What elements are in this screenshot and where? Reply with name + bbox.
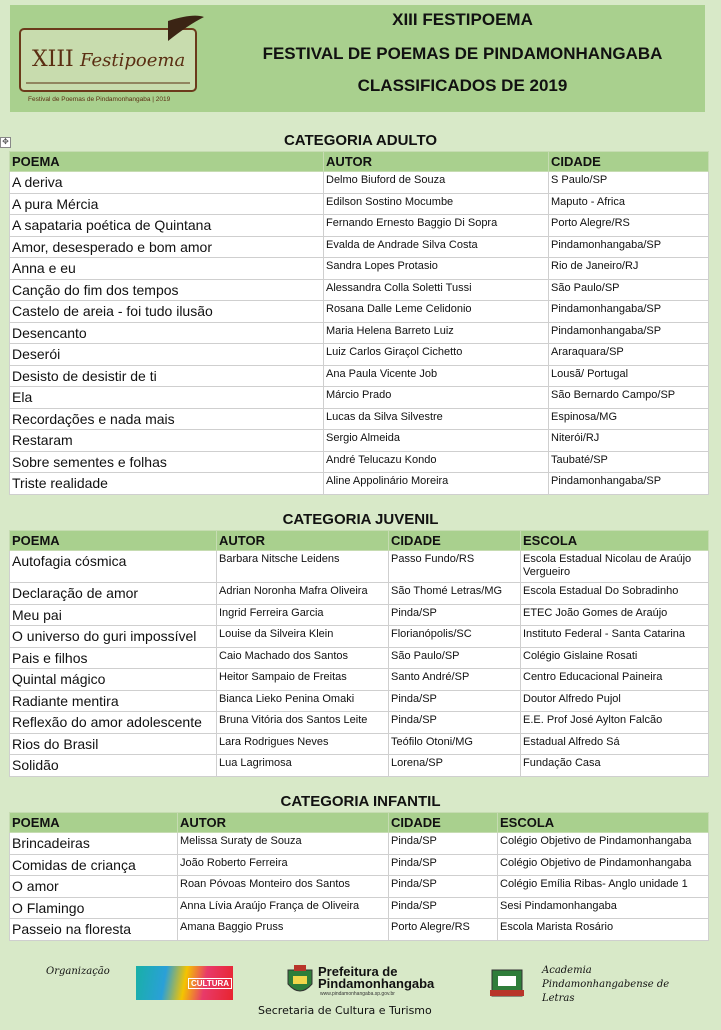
column-header: ESCOLA: [521, 531, 709, 551]
city-cell: Maputo - Africa: [549, 193, 709, 215]
city-cell: Niterói/RJ: [549, 430, 709, 452]
footer: [0, 958, 721, 1030]
table-row: [10, 854, 709, 876]
table-row: [10, 833, 709, 855]
column-header: ESCOLA: [498, 813, 709, 833]
city-cell: Pindamonhangaba/SP: [549, 236, 709, 258]
city-cell: Lorena/SP: [389, 755, 521, 777]
table-row: [10, 733, 709, 755]
svg-text:XIII: XIII: [32, 47, 74, 72]
table-row: [10, 451, 709, 473]
school-cell: Escola Estadual Do Sobradinho: [521, 583, 709, 605]
author-cell: Ana Paula Vicente Job: [324, 365, 549, 387]
column-header: AUTOR: [217, 531, 389, 551]
city-cell: Pinda/SP: [389, 604, 521, 626]
prefeitura-crest-icon: [284, 964, 316, 998]
school-cell: Sesi Pindamonhangaba: [498, 897, 709, 919]
poem-cell: O universo do guri impossível: [10, 626, 217, 648]
school-cell: ETEC João Gomes de Araújo: [521, 604, 709, 626]
city-cell: Teófilo Otoni/MG: [389, 733, 521, 755]
school-cell: Colégio Objetivo de Pindamonhangaba: [498, 854, 709, 876]
city-cell: Espinosa/MG: [549, 408, 709, 430]
poem-cell: Rios do Brasil: [10, 733, 217, 755]
author-cell: Barbara Nitsche Leidens: [217, 551, 389, 583]
table-row: [10, 551, 709, 583]
city-cell: Porto Alegre/RS: [389, 919, 498, 941]
prefeitura-name: Prefeitura de Pindamonhangaba: [318, 964, 435, 991]
academia-line3: Letras: [542, 993, 575, 1004]
author-cell: Sergio Almeida: [324, 430, 549, 452]
svg-text:Festipoema: Festipoema: [80, 50, 186, 71]
city-cell: Pinda/SP: [389, 833, 498, 855]
prefeitura-url: www.pindamonhangaba.sp.gov.br: [320, 991, 395, 997]
author-cell: Evalda de Andrade Silva Costa: [324, 236, 549, 258]
author-cell: Maria Helena Barreto Luiz: [324, 322, 549, 344]
school-cell: E.E. Prof José Aylton Falcão: [521, 712, 709, 734]
juvenil-table: [9, 530, 709, 777]
author-cell: Roan Póvoas Monteiro dos Santos: [178, 876, 389, 898]
author-cell: Luiz Carlos Giraçol Cichetto: [324, 344, 549, 366]
poem-cell: A pura Mércia: [10, 193, 324, 215]
author-cell: Caio Machado dos Santos: [217, 647, 389, 669]
table-row: [10, 604, 709, 626]
poem-cell: Declaração de amor: [10, 583, 217, 605]
table-row: [10, 365, 709, 387]
table-row: [10, 172, 709, 194]
table-row: [10, 387, 709, 409]
city-cell: Araraquara/SP: [549, 344, 709, 366]
table-move-handle-icon[interactable]: ✥: [0, 137, 11, 148]
column-header: CIDADE: [389, 813, 498, 833]
school-cell: Fundação Casa: [521, 755, 709, 777]
poem-cell: A deriva: [10, 172, 324, 194]
poem-cell: Recordações e nada mais: [10, 408, 324, 430]
header-title-classified: CLASSIFICADOS DE 2019: [357, 76, 568, 95]
school-cell: Estadual Alfredo Sá: [521, 733, 709, 755]
academia-line1: Academia: [542, 965, 592, 976]
table-row: [10, 712, 709, 734]
table-row: [10, 876, 709, 898]
table-row: [10, 690, 709, 712]
school-cell: Colégio Gislaine Rosati: [521, 647, 709, 669]
author-cell: Bianca Lieko Penina Omaki: [217, 690, 389, 712]
city-cell: Pindamonhangaba/SP: [549, 473, 709, 495]
category-adulto-title: CATEGORIA ADULTO: [283, 132, 438, 149]
poem-cell: Solidão: [10, 755, 217, 777]
city-cell: Pinda/SP: [389, 897, 498, 919]
school-cell: Escola Estadual Nicolau de Araújo Vergueiro: [521, 551, 709, 583]
city-cell: Taubaté/SP: [549, 451, 709, 473]
author-cell: Márcio Prado: [324, 387, 549, 409]
poem-cell: Sobre sementes e folhas: [10, 451, 324, 473]
city-cell: Florianópolis/SC: [389, 626, 521, 648]
author-cell: Lara Rodrigues Neves: [217, 733, 389, 755]
author-cell: André Telucazu Kondo: [324, 451, 549, 473]
table-row: [10, 301, 709, 323]
author-cell: Anna Lívia Araújo França de Oliveira: [178, 897, 389, 919]
poem-cell: O amor: [10, 876, 178, 898]
author-cell: Edilson Sostino Mocumbe: [324, 193, 549, 215]
header-title-edition: XIII FESTIPOEMA: [392, 10, 533, 29]
table-row: [10, 258, 709, 280]
poem-cell: O Flamingo: [10, 897, 178, 919]
city-cell: São Paulo/SP: [549, 279, 709, 301]
author-cell: Delmo Biuford de Souza: [324, 172, 549, 194]
header-title-festival: FESTIVAL DE POEMAS DE PINDAMONHANGABA: [262, 44, 663, 63]
poem-cell: A sapataria poética de Quintana: [10, 215, 324, 237]
school-cell: Centro Educacional Paineira: [521, 669, 709, 691]
school-cell: Colégio Emília Ribas- Anglo unidade 1: [498, 876, 709, 898]
poem-cell: Deserói: [10, 344, 324, 366]
table-row: [10, 344, 709, 366]
author-cell: Adrian Noronha Mafra Oliveira: [217, 583, 389, 605]
infantil-table: [9, 812, 709, 941]
table-row: [10, 669, 709, 691]
table-row: [10, 430, 709, 452]
table-row: [10, 193, 709, 215]
poem-cell: Desisto de desistir de ti: [10, 365, 324, 387]
author-cell: Rosana Dalle Leme Celidonio: [324, 301, 549, 323]
column-header: CIDADE: [549, 152, 709, 172]
table-row: [10, 647, 709, 669]
column-header: AUTOR: [178, 813, 389, 833]
column-header: POEMA: [10, 152, 324, 172]
city-cell: Pindamonhangaba/SP: [549, 301, 709, 323]
author-cell: Amana Baggio Pruss: [178, 919, 389, 941]
table-row: [10, 626, 709, 648]
poem-cell: Autofagia cósmica: [10, 551, 217, 583]
author-cell: Alessandra Colla Soletti Tussi: [324, 279, 549, 301]
city-cell: Pindamonhangaba/SP: [549, 322, 709, 344]
poem-cell: Ela: [10, 387, 324, 409]
organization-label: Organização: [46, 966, 110, 977]
secretaria-label: Secretaria de Cultura e Turismo: [258, 1004, 432, 1017]
cultura-logo: [136, 966, 233, 1000]
author-cell: Fernando Ernesto Baggio Di Sopra: [324, 215, 549, 237]
city-cell: Porto Alegre/RS: [549, 215, 709, 237]
author-cell: Heitor Sampaio de Freitas: [217, 669, 389, 691]
header-banner: [10, 5, 705, 112]
city-cell: Pinda/SP: [389, 712, 521, 734]
poem-cell: Passeio na floresta: [10, 919, 178, 941]
city-cell: Lousã/ Portugal: [549, 365, 709, 387]
column-header: CIDADE: [389, 531, 521, 551]
poem-cell: Desencanto: [10, 322, 324, 344]
author-cell: Aline Appolinário Moreira: [324, 473, 549, 495]
academia-name: [542, 964, 669, 1006]
city-cell: Pinda/SP: [389, 854, 498, 876]
city-cell: Santo André/SP: [389, 669, 521, 691]
city-cell: Passo Fundo/RS: [389, 551, 521, 583]
author-cell: Sandra Lopes Protasio: [324, 258, 549, 280]
academia-crest-icon: [486, 966, 528, 1000]
category-infantil-title: CATEGORIA INFANTIL: [280, 793, 441, 810]
table-row: [10, 236, 709, 258]
poem-cell: Canção do fim dos tempos: [10, 279, 324, 301]
column-header: POEMA: [10, 531, 217, 551]
author-cell: Lua Lagrimosa: [217, 755, 389, 777]
poem-cell: Meu pai: [10, 604, 217, 626]
poem-cell: Triste realidade: [10, 473, 324, 495]
author-cell: João Roberto Ferreira: [178, 854, 389, 876]
city-cell: São Bernardo Campo/SP: [549, 387, 709, 409]
table-row: [10, 473, 709, 495]
table-row: [10, 408, 709, 430]
poem-cell: Anna e eu: [10, 258, 324, 280]
author-cell: Bruna Vitória dos Santos Leite: [217, 712, 389, 734]
poem-cell: Quintal mágico: [10, 669, 217, 691]
poem-cell: Reflexão do amor adolescente: [10, 712, 217, 734]
svg-text:Festival de Poemas de Pindamon: Festival de Poemas de Pindamonhangaba | 2019: [28, 96, 171, 103]
table-row: [10, 583, 709, 605]
table-row: [10, 919, 709, 941]
author-cell: Lucas da Silva Silvestre: [324, 408, 549, 430]
author-cell: Ingrid Ferreira Garcia: [217, 604, 389, 626]
adulto-table: [9, 151, 709, 495]
city-cell: Rio de Janeiro/RJ: [549, 258, 709, 280]
category-juvenil-title: CATEGORIA JUVENIL: [282, 511, 439, 528]
city-cell: Pinda/SP: [389, 876, 498, 898]
table-row: [10, 215, 709, 237]
author-cell: Melissa Suraty de Souza: [178, 833, 389, 855]
festipoema-logo: [18, 11, 208, 105]
poem-cell: Comidas de criança: [10, 854, 178, 876]
poem-cell: Brincadeiras: [10, 833, 178, 855]
school-cell: Instituto Federal - Santa Catarina: [521, 626, 709, 648]
city-cell: São Thomé Letras/MG: [389, 583, 521, 605]
column-header: AUTOR: [324, 152, 549, 172]
table-row: [10, 897, 709, 919]
table-row: [10, 279, 709, 301]
city-cell: S Paulo/SP: [549, 172, 709, 194]
poem-cell: Radiante mentira: [10, 690, 217, 712]
column-header: POEMA: [10, 813, 178, 833]
table-row: [10, 755, 709, 777]
academia-line2: Pindamonhangabense de: [542, 979, 670, 990]
table-row: [10, 322, 709, 344]
school-cell: Escola Marista Rosário: [498, 919, 709, 941]
cultura-logo-text: CULTURA: [188, 978, 232, 989]
school-cell: Doutor Alfredo Pujol: [521, 690, 709, 712]
city-cell: São Paulo/SP: [389, 647, 521, 669]
poem-cell: Pais e filhos: [10, 647, 217, 669]
school-cell: Colégio Objetivo de Pindamonhangaba: [498, 833, 709, 855]
author-cell: Louise da Silveira Klein: [217, 626, 389, 648]
poem-cell: Restaram: [10, 430, 324, 452]
poem-cell: Castelo de areia - foi tudo ilusão: [10, 301, 324, 323]
poem-cell: Amor, desesperado e bom amor: [10, 236, 324, 258]
city-cell: Pinda/SP: [389, 690, 521, 712]
